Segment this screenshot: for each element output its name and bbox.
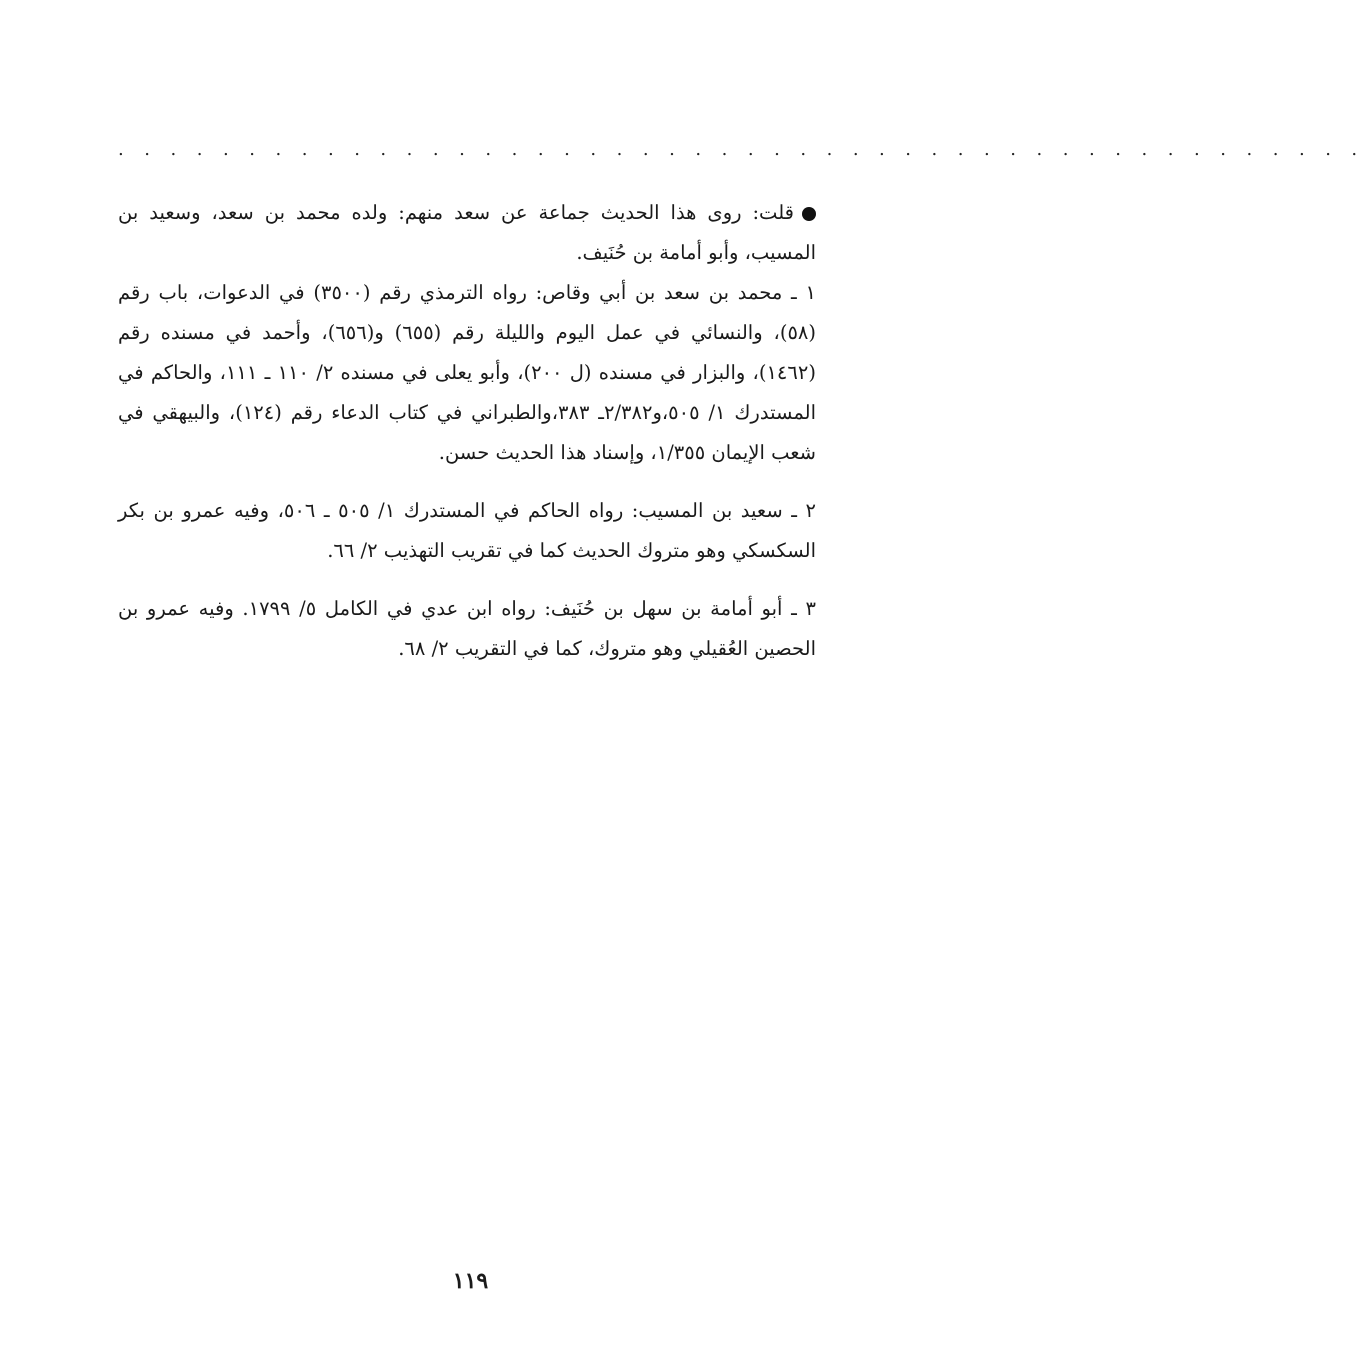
body-text (118, 193, 816, 669)
intro-text: قلت: روى هذا الحديث جماعة عن سعد منهم: ولده محمد بن سعد، وسعيد بن المسيب، وأبو أمامة بن حُنَيف. (118, 201, 816, 264)
paragraph-1: ١ ـ محمد بن سعد بن أبي وقاص: رواه الترمذي رقم (٣٥٠٠) في الدعوات، باب رقم (٥٨)، والنسائي في عمل اليوم والليلة رقم (٦٥٥) و(٦٥٦)، وأحمد في مسنده رقم (١٤٦٢)، والبزار في مسنده (ل ٢٠٠)، وأبو يعلى في مسنده ٢/ ١١٠ ـ ١١١، والحاكم في المستدرك ١/ ٥٠٥،و٢/٣٨٢ـ ٣٨٣،والطبراني في كتاب الدعاء رقم (١٢٤)، والبيهقي في شعب الإيمان ١/٣٥٥، وإسناد هذا الحديث حسن. (118, 281, 817, 464)
page-number: ١١٩ (452, 1268, 489, 1294)
intro-paragraph (118, 193, 816, 273)
paragraph-3: ٣ ـ أبو أمامة بن سهل بن حُنَيف: رواه ابن عدي في الكامل ٥/ ١٧٩٩. وفيه عمرو بن الحصين العُقيلي وهو متروك، كما في التقريب ٢/ ٦٨. (118, 597, 816, 660)
bullet-icon (802, 207, 816, 221)
paragraph-2: ٢ ـ سعيد بن المسيب: رواه الحاكم في المستدرك ١/ ٥٠٥ ـ ٥٠٦، وفيه عمرو بن بكر السكسكي وهو متروك الحديث كما في تقريب التهذيب ٢/ ٦٦. (118, 499, 816, 562)
separator-dots: . . . . . . . . . . . . . . . . . . . . . . . . . . . . . . . . . . . . . . . . . . . . . . . . (118, 139, 1365, 160)
